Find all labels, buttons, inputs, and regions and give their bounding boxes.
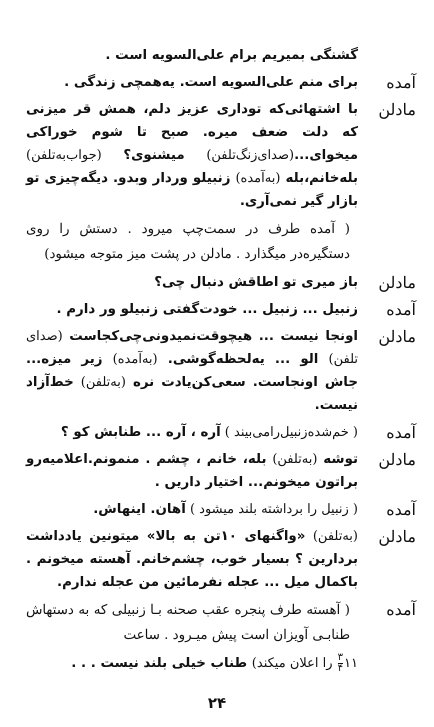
dialogue-row	[26, 598, 416, 648]
stage-direction: (به‌تلفن)	[312, 529, 358, 544]
dialogue-line	[26, 98, 358, 213]
dialogue-line: زنبیل ... زنبیل ... خودت‌گفتی زنبیلو ور دارم .	[56, 302, 358, 317]
dialogue-row	[26, 98, 416, 213]
dialogue-row	[26, 71, 416, 94]
stage-direction: (صدای‌زنگ‌تلفن)	[206, 148, 295, 163]
dialogue-row	[26, 325, 416, 417]
dialogue-line: گشنگی بمیریم برام علی‌السویه است .	[105, 48, 358, 63]
dialogue-line	[26, 448, 358, 494]
spoken-text: بلەخانم،بله	[280, 171, 359, 186]
stage-direction: ( آمده طرف در سمت‌چپ میرود . دستش را روی دستگیره‌در میگذارد . مادلن در پشت میز متوجه میشود)	[26, 222, 351, 262]
spoken-text: «واگنهای ۱۰تن به بالا» میتونین یادداشت بردارین ؟ بسیار خوب، چشم‌خانم. آهسته میخونم . باکمال میل ... عجله نفرمائین من عجله ندارم.	[26, 529, 358, 590]
stage-direction	[251, 652, 358, 674]
dialogue-row	[26, 298, 416, 321]
stage-direction: (به‌آمده)	[112, 352, 158, 367]
spoken-text: آهان. اینهاش.	[93, 502, 186, 517]
speaker-name: آمده	[386, 73, 416, 92]
speaker-name: مادلن	[378, 450, 416, 469]
spoken-text: زیر میزه... جاش اونجاست. سعی‌کن‌یادت نره	[26, 352, 358, 390]
stage-direction: (به‌تلفن)	[80, 375, 126, 390]
stage-direction: (صدای تلفن)	[26, 329, 358, 367]
speaker-name: مادلن	[378, 100, 416, 119]
spoken-text: زنبیلو وردار وبدو. دیگه‌چیزی تو بازار گیر نمی‌آری.	[26, 171, 358, 209]
dialogue-row	[26, 421, 416, 444]
spoken-text: توشه	[317, 452, 358, 467]
fraction-numerator: ۳	[337, 652, 344, 663]
dialogue-row	[26, 652, 416, 675]
spoken-text: میشنوی؟	[101, 148, 207, 163]
dialogue-row	[26, 217, 416, 267]
dialogue-line: برای منم علی‌السویه است. یه‌همچی زندگی .	[64, 75, 358, 90]
spoken-text: با اشتهائی‌که توداری عزیز دلم، همش قر میزنی که دلت ضعف میره. صبح تا شوم خوراکی میخوای...	[26, 102, 358, 163]
speaker-name: آمده	[386, 500, 416, 519]
spoken-text: آره ، آره ... طنابش کو ؟	[60, 425, 221, 440]
spoken-text: طناب خیلی بلند نیست . . .	[71, 656, 248, 671]
speaker-name: آمده	[386, 300, 416, 319]
time-fraction	[338, 653, 343, 674]
spoken-text: بله، خانم ، چشم . منمونم.اعلامیه‌رو براتون میخونم... اختیار داریں .	[26, 452, 358, 490]
fraction-denominator: ۴	[337, 663, 344, 674]
spoken-text: الو ... یه‌لحظه‌گوشی.	[157, 352, 329, 367]
dialogue-row	[26, 271, 416, 294]
page-number: ۲۴	[207, 694, 227, 712]
stage-direction: ( خم‌شده‌زنبیل‌رامی‌بیند )	[220, 425, 358, 440]
dialogue-line	[26, 421, 358, 444]
spoken-text: خط‌آزاد نیست.	[26, 375, 358, 413]
stage-direction: (به‌آمده)	[235, 171, 281, 186]
stage-direction: (به‌تلفن)	[272, 452, 318, 467]
spoken-text: اونجا نیست ... هیچوقت‌نمیدونی‌چی‌کجاست	[62, 329, 358, 344]
stage-direction: ( زنبیل را برداشته بلند میشود )	[185, 502, 358, 517]
speaker-name: آمده	[386, 423, 416, 442]
speaker-name: آمده	[386, 600, 416, 619]
dialogue-line	[26, 652, 358, 675]
dialogue-line	[26, 525, 358, 594]
dialogue-row	[26, 525, 416, 594]
time-whole: ۱۱	[344, 656, 358, 671]
dialogue-line: باز میری تو اطاقش دنبال چی؟	[154, 275, 358, 290]
speaker-name: مادلن	[378, 327, 416, 346]
stage-direction-end: را اعلان میکند)	[251, 656, 333, 671]
speaker-name: مادلن	[378, 527, 416, 546]
dialogue-row	[26, 448, 416, 494]
stage-direction: (جواب‌به‌تلفن)	[26, 148, 102, 163]
dialogue-row	[26, 44, 416, 67]
dialogue-body	[26, 44, 416, 675]
dialogue-row	[26, 498, 416, 521]
stage-direction: ( آهسته طرف پنجره عقب صحنه بـا زنبیلی که به دستهاش طنابـی آویزان است پیش میـرود . ساعت	[26, 603, 350, 643]
speaker-name: مادلن	[378, 273, 416, 292]
dialogue-line	[26, 498, 358, 521]
dialogue-line	[26, 325, 358, 417]
